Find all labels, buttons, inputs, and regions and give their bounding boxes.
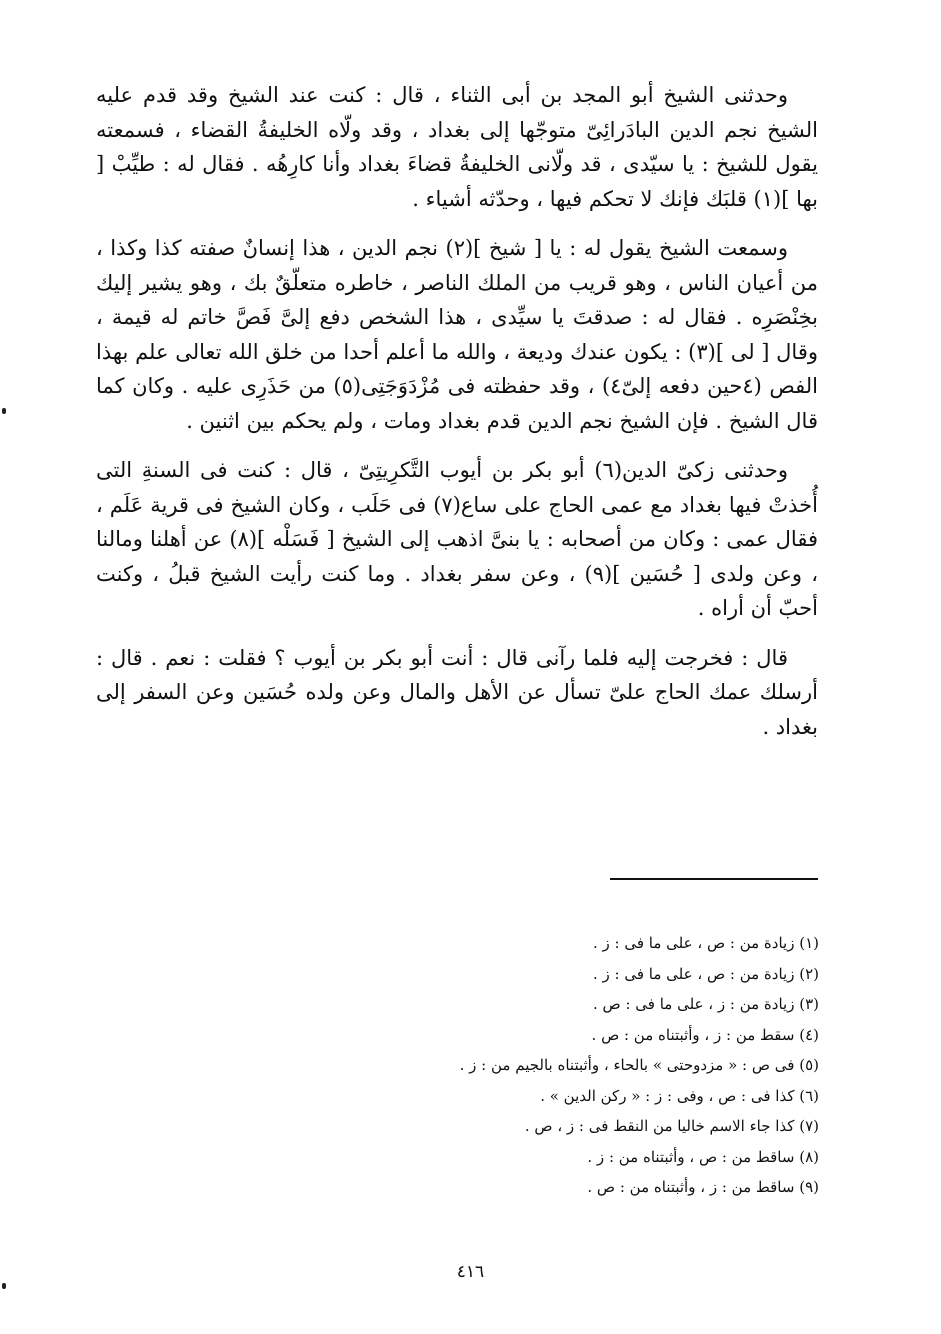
footnote-6: (٦) كذا فى : ص ، وفى : ز : « ركن الدين » . [540, 1086, 819, 1105]
scan-edge-mark [2, 1283, 6, 1289]
footnote-3: (٣) زيادة من : ز ، على ما فى : ص . [593, 995, 819, 1013]
main-text-body [96, 78, 818, 759]
paragraph-4: قال : فخرجت إليه فلما رآنى قال : أنت أبو بكر بن أيوب ؟ فقلت : نعم . قال : أرسلك عمك الحاج علىّ تسأل عن الأهل والمال وعن ولده حُسَين وعن السفر إلى بغداد . [96, 645, 818, 739]
paragraph-1: وحدثنى الشيخ أبو المجد بن أبى الثناء ، قال : كنت عند الشيخ وقد قدم عليه الشيخ نجم الدين البادَرائِىّ متوجّها إلى بغداد ، وقد ولّاه الخليفةُ القضاء ، فسمعته يقول للشيخ : يا سيّدى ، قد ولّانى الخليفةُ قضاءَ بغداد وأنا كارِهُه . فقال له : طيِّبْ [ بها ](١) قلبَك فإنك لا تحكم فيها ، وحدّثه أشياء . [96, 83, 818, 211]
footnote-1: (١) زيادة من : ص ، على ما فى : ز . [593, 934, 819, 952]
page-number: ٤١٦ [456, 1262, 485, 1282]
footnote-7: (٧) كذا جاء الاسم خاليا من النقط فى : ز ، ص . [524, 1117, 819, 1135]
footnote-8: (٨) ساقط من : ص ، وأثبتناه من : ز . [587, 1147, 819, 1166]
scan-edge-mark [2, 408, 6, 414]
footnotes-list [319, 928, 819, 1203]
footnote-separator [610, 878, 818, 880]
footnote-4: (٤) سقط من : ز ، وأثبتناه من : ص . [591, 1025, 819, 1044]
footnote-5: (٥) فى ص : « مزدوحتى » بالحاء ، وأثبتناه بالجيم من : ز . [459, 1056, 819, 1074]
footnote-2: (٢) زيادة من : ص ، على ما فى : ز . [593, 964, 819, 983]
footnote-9: (٩) ساقط من : ز ، وأثبتناه من : ص . [587, 1178, 819, 1196]
paragraph-3: وحدثنى زكىّ الدين(٦) أبو بكر بن أيوب التَّكرِيتِىّ ، قال : كنت فى السنةِ التى أُخذتْ فيها بغداد مع عمى الحاج على ساع(٧) فى حَلَب ، وكان الشيخ فى قرية عَلَم ، فقال عمى : وكان من أصحابه : يا بنىَّ اذهب إلى الشيخ [ فَسَلْه ](٨) عن أهلنا ومالنا ، وعن ولدى [ حُسَين ](٩) ، وعن سفر بغداد . وما كنت رأيت الشيخ قبلُ ، وكنت أحبّ أن أراه . [96, 458, 818, 620]
paragraph-2: وسمعت الشيخ يقول له : يا [ شيخ ](٢) نجم الدين ، هذا إنسانٌ صفته كذا وكذا ، من أعيان الناس ، وهو قريب من الملك الناصر ، خاطره متعلّقٌ بك ، وهو يشير إليك بخِنْصَرِه . فقال له : صدقتَ يا سيِّدى ، هذا الشخص دفع إلىَّ فَصَّ خاتم له قيمة ، وقال [ لى ](٣) : يكون عندك وديعة ، والله ما أعلم أحدا من خلق الله تعالى علم بهذا الفص (٤حين دفعه إلىّ٤) ، وقد حفظته فى مُزْدَوَجَتِى(٥) من حَذَرِى عليه . وكان كما قال الشيخ . فإن الشيخ نجم الدين قدم بغداد ومات ، ولم يحكم بين اثنين . [96, 236, 819, 433]
